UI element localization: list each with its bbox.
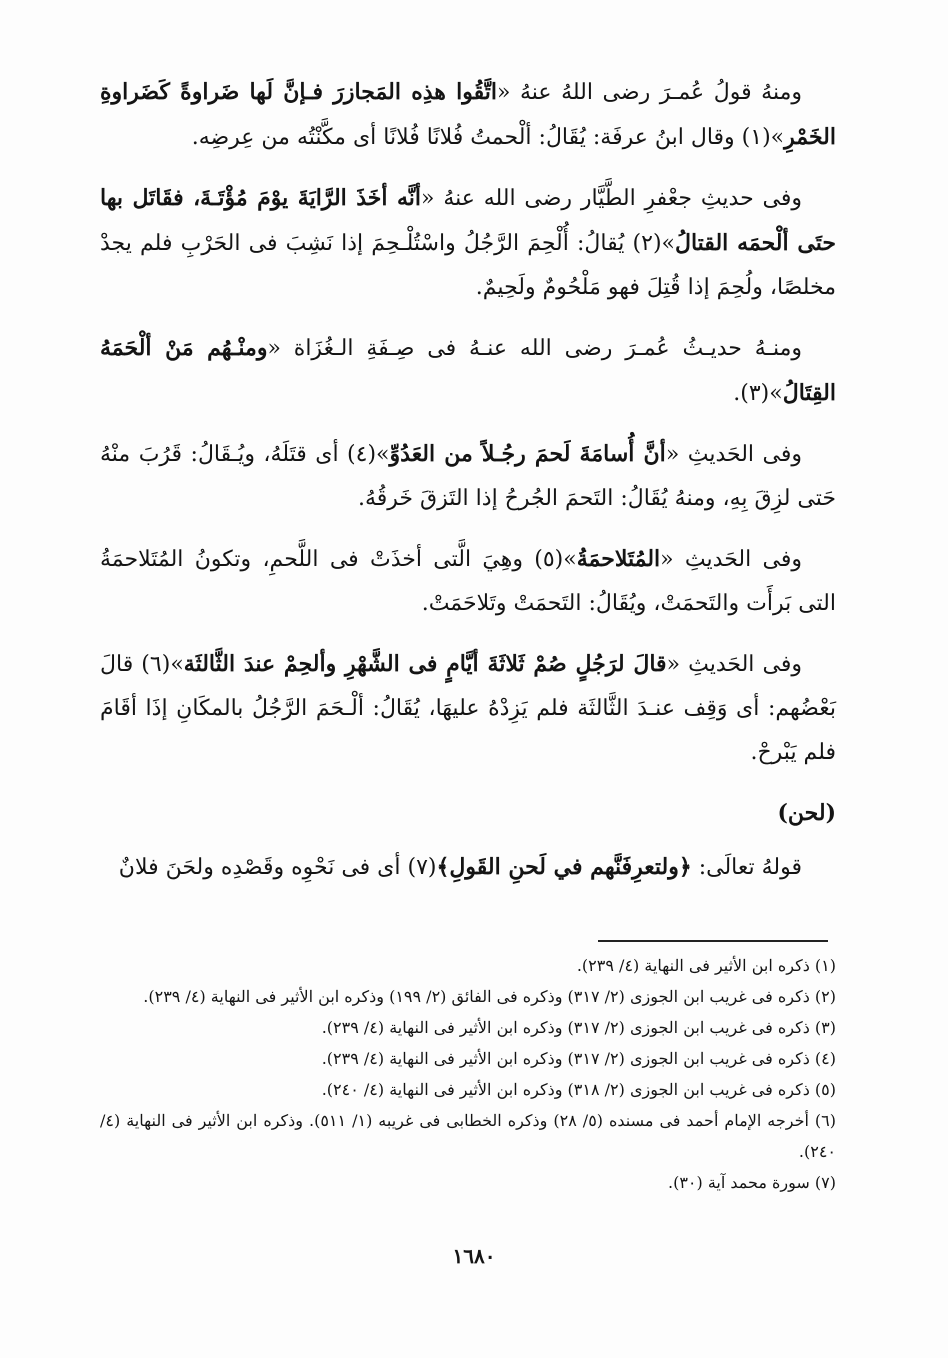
paragraph-4 <box>100 432 836 521</box>
footnotes <box>100 950 836 1198</box>
paragraph-5 <box>100 537 836 626</box>
paragraph-text: »(٥) وهِيَ الَّتى أخذَتْ فى اللَّحمِ، وتكونُ المُتَلاحمَةُ التى بَرأَت والتَحمَتْ، ويُقَالُ: التَحمَتْ وتَلاحَمَتْ. <box>100 547 836 616</box>
footnote-1: (١) ذكره ابن الأثير فى النهاية (٤/ ٢٣٩). <box>576 956 836 975</box>
paragraph-text: وفى الحَديثِ « <box>666 652 803 677</box>
footnote-separator <box>598 940 828 942</box>
quran-quote: ﴿ولتعرِفَنَّهم في لَحنِ القَولِ﴾ <box>436 854 692 880</box>
footnote-6: (٦) أخرجه الإمام أحمد فى مسنده (٥/ ٢٨) وذكره الخطابى فى غريبه (١/ ٥١١). وذكره ابن الأثير فى النهاية (٤/ ٢٤٠). <box>100 1111 836 1161</box>
hadith-quote: قالَ لرَجُلٍ صُمْ ثَلاثَةَ أيَّامٍ فى الشَّهْرِ وألحِمْ عندَ الثَّالثَة <box>183 651 667 677</box>
paragraph-7 <box>100 845 836 890</box>
paragraph-text: وفى حديثِ جعْفرِ الطَّيَّار رضى الله عنهُ « <box>421 186 802 211</box>
hadith-quote: ومنْـهُم مَنْ ألْحَمَهُ القِتَالُ <box>100 335 836 406</box>
paragraph-text: وفى الحَديثِ « <box>665 442 802 467</box>
section-heading: (لحن) <box>777 800 836 826</box>
hadith-quote: المُتَلاحمَةُ <box>576 546 661 572</box>
footnote-3: (٣) ذكره فى غريب ابن الجوزى (٢/ ٣١٧) وذكره ابن الأثير فى النهاية (٤/ ٢٣٩). <box>321 1018 836 1037</box>
paragraph-text: ومنـهُ حديـثُ عُمـرَ رضى الله عنـهُ فى صِـفَةِ الـغُزَاة « <box>267 336 803 361</box>
paragraph-text: (٧) أى فى نَحْوِه وقَصْدِه ولحَنَ فلانٌ <box>118 855 437 880</box>
paragraph-text: »(٦) قالَ بَعْضُهم: أى وَقِف عنـدَ الثَّالثَة فلم يَزِدْهُ عليهَا، يُقَالُ: ألْـحَمَ الرَّجُلُ بالمكَانِ إذَا أقَامَ فلم يَبْرحْ. <box>100 652 836 765</box>
paragraph-6 <box>100 642 836 775</box>
paragraph-text: »(٤) أى قتَلَهُ، ويُـقَالُ: قَرُبَ منْهُ حَتى لزِقَ بِهِ، ومنهُ يُقَالُ: التَحمَ الجُرحُ إذا التَزقَ خَرقُهُ. <box>100 442 836 511</box>
paragraph-text: »(٣). <box>733 381 783 406</box>
paragraph-2 <box>100 176 836 310</box>
hadith-quote: اتَّقُوا هذِه المَجازرَ فـإنَّ لَها ضَراوةً كَضَراوةِ الخَمْرِ <box>100 79 836 150</box>
hadith-quote: أنَّ أُسامَةَ لَحمَ رجُـلاً من العَدُوِّ <box>389 441 666 467</box>
paragraph-3 <box>100 326 836 416</box>
main-text <box>100 70 836 906</box>
paragraph-text: »(٢) يُقالُ: أُلْحِمَ الرَّجُلُ واسْتُلْـحِمَ إذا نَشِبَ فى الحَرْبِ فلم يجدْ مخلصًا، ولُحِمَ إذا قُتِلَ فهو مَلْحُومٌ ولَحِيمٌ. <box>100 231 836 300</box>
page-number: ١٦٨٠ <box>452 1244 496 1268</box>
paragraph-text: ومنهُ قولُ عُمـرَ رضى اللهُ عنهُ « <box>496 80 803 105</box>
paragraph-1 <box>100 70 836 160</box>
paragraph-text: »(١) وقال ابنُ عرفَة: يُقَالُ: ألْحمتُ فُلانًا فُلانًا أى مكَّنْتُه من عِرضِه. <box>191 125 785 150</box>
footnote-4: (٤) ذكره فى غريب ابن الجوزى (٢/ ٣١٧) وذكره ابن الأثير فى النهاية (٤/ ٢٣٩). <box>321 1049 836 1068</box>
hadith-quote: أنَّه أخَذَ الرَّايَةَ يوْمَ مُؤْتَـةَ، فقَاتَل بها حتَى ألْحمَه القتالُ <box>100 185 836 256</box>
footnote-2: (٢) ذكره فى غريب ابن الجوزى (٢/ ٣١٧) وذكره فى الفائق (٢/ ١٩٩) وذكره ابن الأثير فى النهاية (٤/ ٢٣٩). <box>143 987 836 1006</box>
footnote-5: (٥) ذكره فى غريب ابن الجوزى (٢/ ٣١٨) وذكره ابن الأثير فى النهاية (٤/ ٢٤٠). <box>321 1080 836 1099</box>
footnote-7: (٧) سورة محمد آية (٣٠). <box>668 1173 836 1192</box>
paragraph-text: قولهُ تعالَى: <box>691 855 802 880</box>
paragraph-text: وفى الحَديثِ « <box>660 547 802 572</box>
